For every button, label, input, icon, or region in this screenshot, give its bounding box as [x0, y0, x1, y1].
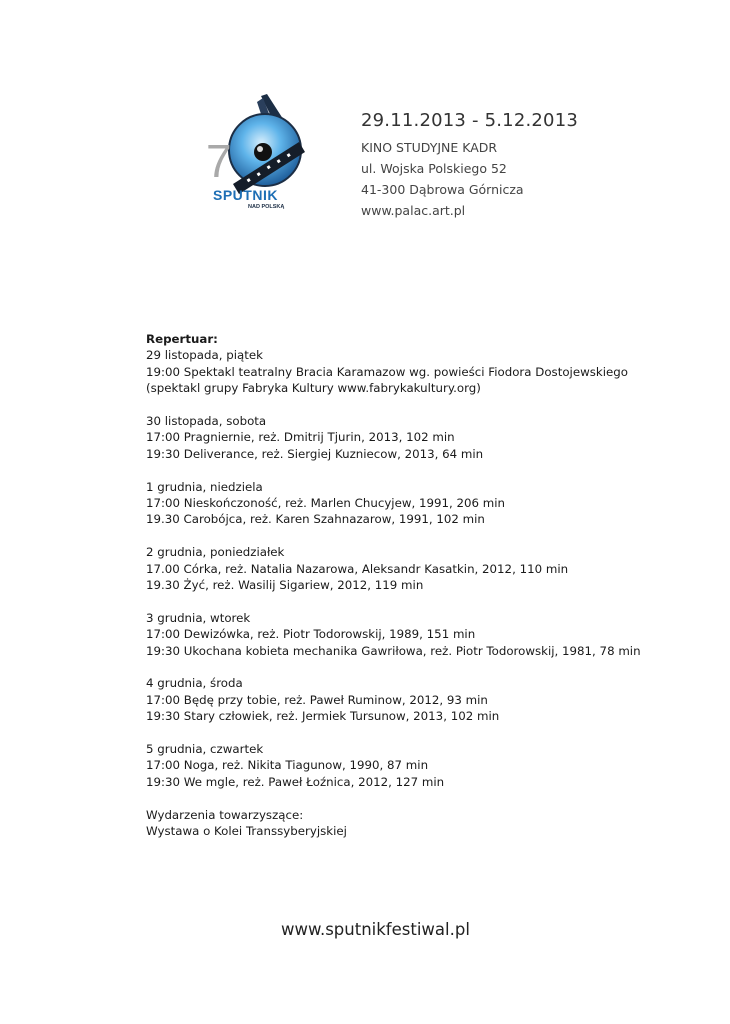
screening-item: 19:30 We mgle, reż. Paweł Łoźnica, 2012, 127 min [146, 774, 445, 789]
day-date: 5 grudnia, czwartek [146, 742, 264, 757]
festival-logo [203, 92, 313, 216]
screening-item: 17.00 Córka, reż. Natalia Nazarowa, Aleksandr Kasatkin, 2012, 110 min [146, 561, 569, 576]
header-info [361, 110, 578, 221]
logo-name: SPUTNIK [213, 187, 278, 203]
screening-item: 17:00 Pragniernie, reż. Dmitrij Tjurin, 2013, 102 min [146, 430, 455, 445]
festival-dates: 29.11.2013 - 5.12.2013 [361, 110, 579, 131]
venue-website[interactable]: www.palac.art.pl [361, 203, 466, 218]
screening-item: 19.30 Żyć, reż. Wasilij Sigariew, 2012, 119 min [146, 578, 424, 593]
screening-item: 17:00 Noga, reż. Nikita Tiagunow, 1990, 87 min [146, 758, 429, 773]
footer-website[interactable]: www.sputnikfestiwal.pl [281, 920, 470, 939]
screening-item: 19:30 Stary człowiek, reż. Jermiek Tursunow, 2013, 102 min [146, 709, 500, 724]
day-date: 2 grudnia, poniedziałek [146, 545, 285, 560]
screening-item: 17:00 Nieskończoność, reż. Marlen Chucyjew, 1991, 206 min [146, 496, 506, 511]
day-date: 29 listopada, piątek [146, 348, 263, 363]
venue-city: 41-300 Dąbrowa Górnicza [361, 182, 524, 197]
screening-item: 19:30 Deliverance, reż. Siergiej Kuzniecow, 2013, 64 min [146, 446, 484, 461]
screening-item: 17:00 Dewizówka, reż. Piotr Todorowskij, 1989, 151 min [146, 627, 476, 642]
screening-item: 19:30 Ukochana kobieta mechanika Gawriłowa, reż. Piotr Todorowskij, 1981, 78 min [146, 643, 641, 658]
day-date: 30 listopada, sobota [146, 414, 267, 429]
logo-subtitle: NAD POLSKĄ [248, 204, 285, 210]
venue-street: ul. Wojska Polskiego 52 [361, 161, 507, 176]
logo-numeral: 7 [206, 135, 232, 187]
day-date: 4 grudnia, środa [146, 676, 243, 691]
day-date: 1 grudnia, niedziela [146, 479, 263, 494]
program [146, 331, 706, 839]
screening-item: (spektakl grupy Fabryka Kultury www.fabrykakultury.org) [146, 381, 481, 396]
event-item: Wystawa o Kolei Transsyberyjskiej [146, 824, 347, 839]
program-heading: Repertuar: [146, 332, 218, 346]
screening-item: 19.30 Carobójca, reż. Karen Szahnazarow, 1991, 102 min [146, 512, 485, 527]
day-date: 3 grudnia, wtorek [146, 610, 251, 625]
events-heading: Wydarzenia towarzyszące: [146, 807, 304, 822]
venue-name: KINO STUDYJNE KADR [361, 140, 498, 155]
screening-item: 19:00 Spektakl teatralny Bracia Karamazow wg. powieści Fiodora Dostojewskiego [146, 364, 628, 379]
screening-item: 17:00 Będę przy tobie, reż. Paweł Ruminow, 2012, 93 min [146, 692, 488, 707]
